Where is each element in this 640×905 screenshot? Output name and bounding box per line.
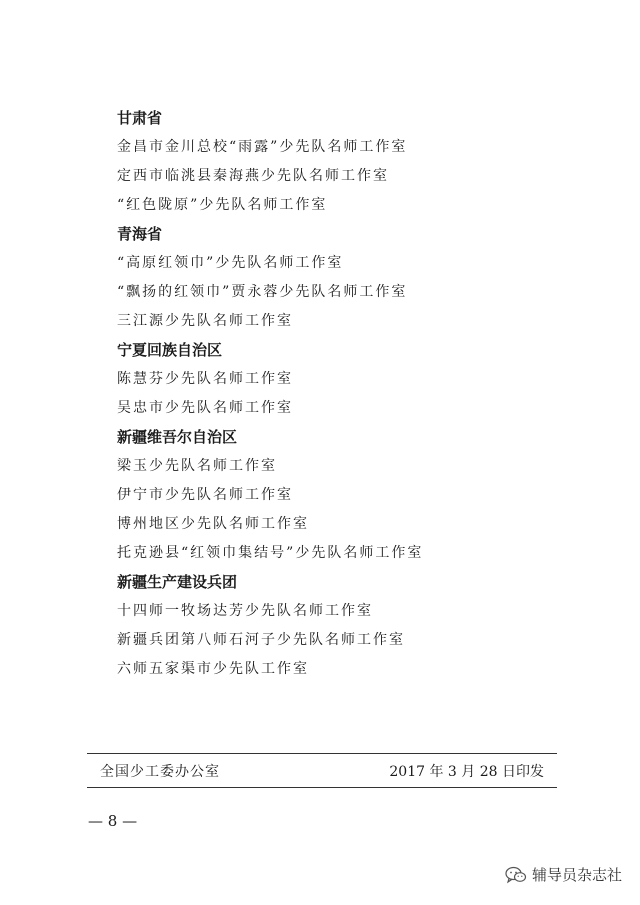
watermark (505, 864, 622, 885)
list-item: 吴忠市少先队名师工作室 (117, 400, 293, 416)
list-item: 梁玉少先队名师工作室 (117, 458, 277, 474)
section-heading: 青海省 (117, 225, 163, 243)
list-item: 托克逊县“红领巾集结号”少先队名师工作室 (117, 545, 424, 561)
page-number: — 8 — (88, 812, 138, 830)
list-item: “红色陇原”少先队名师工作室 (117, 197, 328, 213)
section-heading: 新疆生产建设兵团 (117, 573, 238, 591)
section-heading: 甘肃省 (117, 109, 163, 127)
section-heading: 新疆维吾尔自治区 (117, 428, 238, 446)
wechat-icon (505, 866, 527, 884)
footer-issuer: 全国少工委办公室 (100, 764, 220, 780)
watermark-text: 辅导员杂志社 (531, 866, 622, 884)
list-item: 陈慧芬少先队名师工作室 (117, 371, 293, 387)
list-item: “高原红领巾”少先队名师工作室 (117, 255, 344, 271)
section-gansu (117, 104, 587, 220)
document-body (117, 104, 587, 684)
list-item: “飘扬的红领巾”贾永蓉少先队名师工作室 (117, 284, 408, 300)
footer-bottom-rule (87, 787, 557, 788)
list-item: 金昌市金川总校“雨露”少先队名师工作室 (117, 139, 408, 155)
footer-top-rule (87, 753, 557, 754)
list-item: 定西市临洮县秦海燕少先队名师工作室 (117, 168, 389, 184)
section-ningxia (117, 336, 587, 423)
list-item: 六师五家渠市少先队工作室 (117, 661, 309, 677)
list-item: 三江源少先队名师工作室 (117, 313, 293, 329)
list-item: 伊宁市少先队名师工作室 (117, 487, 293, 503)
section-heading: 宁夏回族自治区 (117, 341, 223, 359)
list-item: 新疆兵团第八师石河子少先队名师工作室 (117, 632, 405, 648)
footer-date: 2017 年 3 月 28 日印发 (389, 764, 544, 780)
section-xinjiang (117, 423, 587, 568)
list-item: 十四师一牧场达芳少先队名师工作室 (117, 603, 373, 619)
section-xpcc (117, 568, 587, 684)
list-item: 博州地区少先队名师工作室 (117, 516, 309, 532)
section-qinghai (117, 220, 587, 336)
